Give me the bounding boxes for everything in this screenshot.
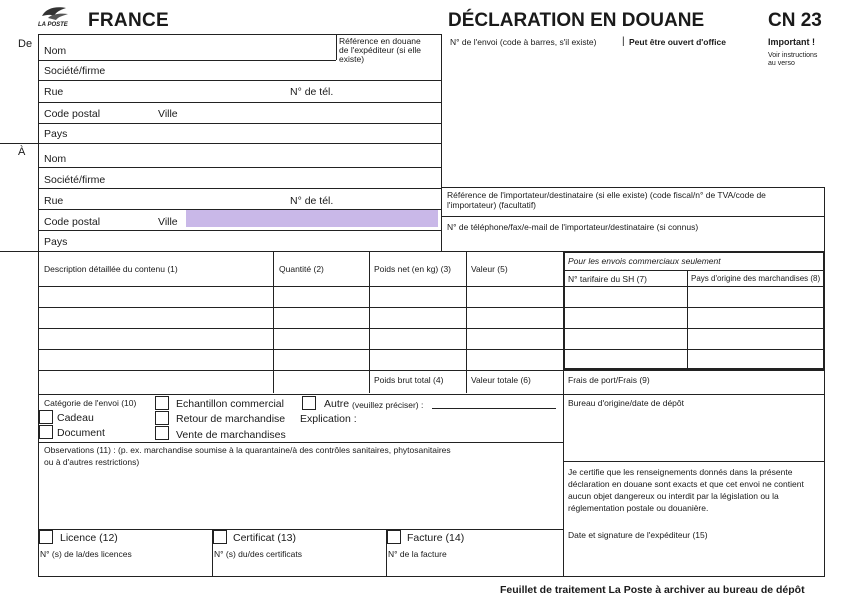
certificate-number-label: N° (s) du/des certificats — [214, 549, 302, 559]
table-row-line — [38, 370, 825, 371]
table-row-line — [38, 286, 825, 287]
sender-phone-label: N° de tél. — [290, 86, 334, 98]
sender-street-label: Rue — [44, 86, 64, 98]
col-origin: Pays d'origine des marchandises (8) — [691, 274, 821, 283]
row-line — [38, 230, 442, 231]
customs-ref-line3: existe) — [339, 54, 365, 64]
commercial-sample-label: Echantillon commercial — [176, 398, 284, 410]
table-row-line — [38, 349, 825, 350]
returned-goods-label: Retour de marchandise — [176, 413, 286, 425]
bird-icon — [38, 4, 72, 22]
observations-line1: Observations (11) : (p. ex. marchandise soumise à la quarantaine/à des contrôles sanitaires, phytosanitaires — [44, 445, 451, 455]
sender-postal-label: Code postal — [44, 108, 101, 120]
category-bottom-line — [38, 442, 564, 443]
certification-line1: Je certifie que les renseignements donnés dans la présente — [568, 467, 793, 477]
logo-text: LA POSTE — [38, 22, 68, 28]
commercial-only-box — [563, 251, 825, 370]
la-poste-logo — [38, 4, 72, 30]
licence-label: Licence (12) — [60, 532, 118, 544]
table-row-line — [38, 328, 825, 329]
recipient-country-label: Pays — [44, 236, 68, 248]
customs-ref-divider — [336, 34, 337, 60]
gift-label: Cadeau — [57, 412, 94, 424]
certificate-checkbox[interactable] — [213, 530, 227, 544]
instructions-line1: Voir instructions — [768, 52, 818, 59]
invoice-number-label: N° de la facture — [388, 549, 447, 559]
customs-ref-line2: de l'expéditeur (si elle — [339, 45, 421, 55]
row-line — [38, 80, 442, 81]
col-divider — [466, 251, 467, 393]
documents-top-line — [38, 529, 564, 530]
date-signature-label: Date et signature de l'expéditeur (15) — [568, 530, 708, 540]
category-label: Catégorie de l'envoi (10) — [44, 398, 137, 408]
total-value-label: Valeur totale (6) — [471, 375, 531, 385]
gift-checkbox[interactable] — [39, 410, 53, 424]
col-divider — [687, 270, 688, 370]
form-title: DÉCLARATION EN DOUANE — [448, 10, 705, 31]
col-description: Description détaillée du contenu (1) — [44, 264, 178, 274]
importer-ref-line1: Référence de l'importateur/destinataire (si elle existe) (code fiscal/n° de TVA/code de — [447, 190, 766, 200]
form-code: CN 23 — [768, 10, 822, 31]
sale-of-goods-checkbox[interactable] — [155, 426, 169, 440]
invoice-checkbox[interactable] — [387, 530, 401, 544]
country-title: FRANCE — [88, 10, 169, 31]
col-divider — [273, 251, 274, 393]
sale-of-goods-label: Vente de marchandises — [176, 429, 286, 441]
important-label: Important ! — [768, 37, 815, 47]
office-origin-label: Bureau d'origine/date de dépôt — [568, 398, 684, 408]
table-row-line — [38, 307, 825, 308]
sender-section-label: De — [18, 38, 33, 50]
col-net-weight: Poids net (en kg) (3) — [374, 264, 452, 274]
row-line — [38, 102, 442, 103]
table-bottom-line — [38, 576, 825, 577]
recipient-street-label: Rue — [44, 195, 64, 207]
gross-weight-label: Poids brut total (4) — [374, 375, 444, 385]
col-quantity: Quantité (2) — [279, 264, 324, 274]
recipient-city-label: Ville — [158, 216, 178, 228]
barcode-label: N° de l'envoi (code à barres, s'il existe) — [450, 37, 597, 47]
documents-label: Document — [57, 427, 105, 439]
certification-line2: déclaration en douane sont exacts et que cet envoi ne contient — [568, 479, 804, 489]
recipient-postal-label: Code postal — [44, 216, 101, 228]
sender-company-label: Société/firme — [44, 65, 106, 77]
returned-goods-checkbox[interactable] — [155, 411, 169, 425]
sender-name-label: Nom — [44, 45, 67, 57]
footer-note: Feuillet de traitement La Poste à archiver au bureau de dépôt — [500, 584, 805, 596]
licence-checkbox[interactable] — [39, 530, 53, 544]
may-be-opened-label: Peut être ouvert d'office — [629, 37, 726, 47]
importer-contact-label: N° de téléphone/fax/e-mail de l'importateur/destinataire (si connus) — [447, 222, 699, 232]
invoice-label: Facture (14) — [407, 532, 465, 544]
row-line — [38, 167, 442, 168]
certificate-label: Certificat (13) — [233, 532, 297, 544]
row-line — [0, 143, 442, 144]
header-separator: | — [622, 36, 625, 47]
table-row-line — [38, 394, 825, 395]
importer-mid-line — [441, 216, 824, 217]
col-divider — [369, 251, 370, 393]
certification-line3: aucun objet dangereux ou interdit par la législation ou la — [568, 491, 779, 501]
importer-right-border — [824, 187, 825, 252]
explanation-label: Explication : — [300, 413, 357, 425]
importer-top-line — [441, 187, 824, 188]
importer-ref-line2: l'importateur) (facultatif) — [447, 200, 537, 210]
commercial-sample-checkbox[interactable] — [155, 396, 169, 410]
other-hint: (veuillez préciser) : — [352, 400, 424, 410]
row-line — [38, 123, 442, 124]
col-hs-number: N° tarifaire du SH (7) — [568, 274, 647, 284]
other-explain-field[interactable] — [432, 408, 556, 409]
sender-country-label: Pays — [44, 128, 68, 140]
recipient-section-label: À — [18, 146, 26, 158]
sender-city-label: Ville — [158, 108, 178, 120]
recipient-name-label: Nom — [44, 153, 67, 165]
other-checkbox[interactable] — [302, 396, 316, 410]
document-checkbox[interactable] — [39, 425, 53, 439]
recipient-city-field[interactable] — [186, 210, 438, 227]
commercial-header-line — [563, 270, 825, 271]
row-line — [38, 188, 442, 189]
observations-line2: ou à d'autres restrictions) — [44, 457, 140, 467]
recipient-company-label: Société/firme — [44, 174, 106, 186]
licence-number-label: N° (s) de la/des licences — [40, 549, 132, 559]
certification-line4: réglementation postale ou douanière. — [568, 503, 709, 513]
commercial-header: Pour les envois commerciaux seulement — [568, 256, 721, 266]
customs-ref-line1: Référence en douane — [339, 36, 421, 46]
postage-fees-label: Frais de port/Frais (9) — [568, 375, 650, 385]
instructions-line2: au verso — [768, 60, 795, 67]
other-label: Autre — [324, 398, 350, 410]
col-value: Valeur (5) — [471, 264, 508, 274]
sender-top-line — [38, 34, 442, 35]
row-line — [38, 60, 336, 61]
certification-top-line — [563, 461, 825, 462]
recipient-phone-label: N° de tél. — [290, 195, 334, 207]
